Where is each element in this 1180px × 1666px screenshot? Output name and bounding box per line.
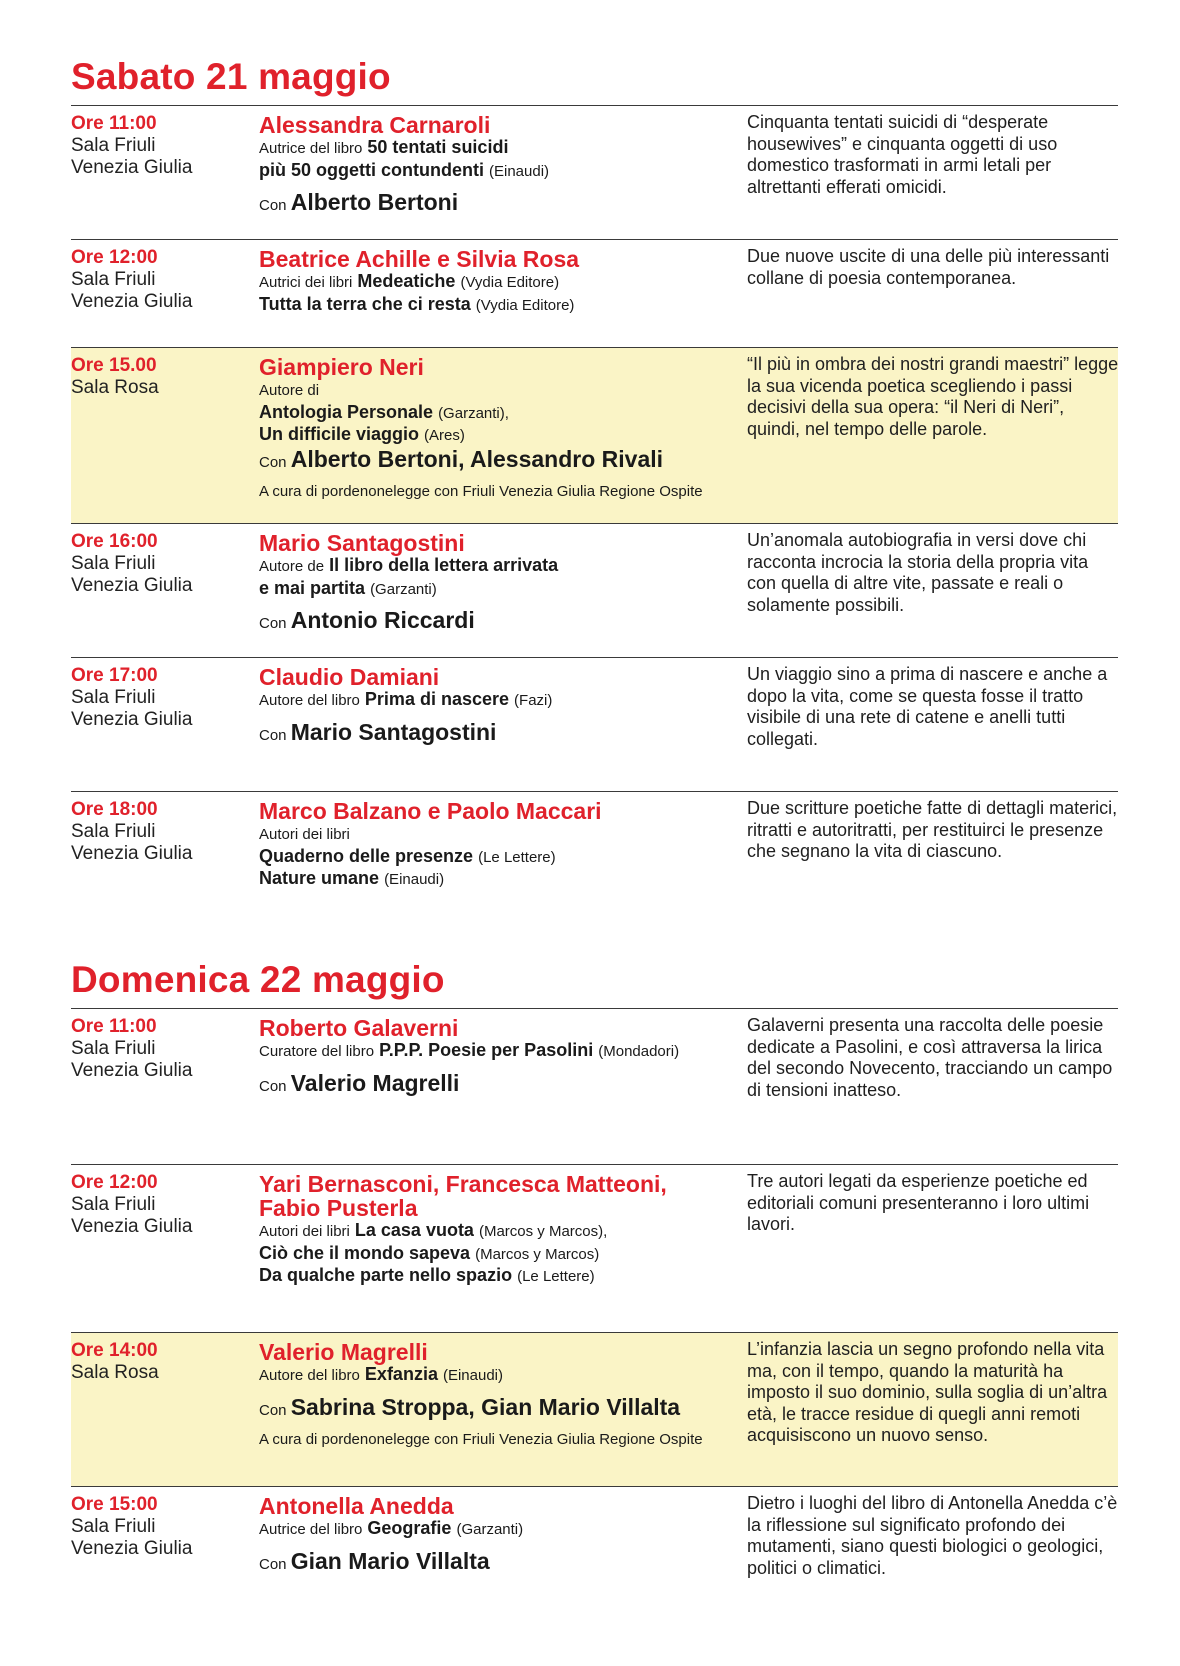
event-role: Autore di <box>259 382 320 399</box>
event-con-label: Con <box>259 1077 287 1095</box>
event-row <box>71 1164 1118 1332</box>
event-description: Un’anomala autobiografia in versi dove chi racconta incrocia la storia della propria vita con quella di altre vite, passate e reali o solamente possibili. <box>747 530 1089 615</box>
event-time-venue <box>71 1016 251 1082</box>
event-book-title: Medeatiche <box>357 271 456 291</box>
event-row <box>71 105 1118 239</box>
event-venue: Sala Friuli <box>71 821 156 842</box>
event-time-venue <box>71 799 251 865</box>
event-speaker: Beatrice Achille e Silvia Rosa <box>259 246 580 272</box>
event-guest-name: Sabrina Stroppa, Gian Mario Villalta <box>290 1393 681 1420</box>
event-guest-line <box>259 720 749 748</box>
event-main <box>259 1172 749 1288</box>
event-guest-line <box>259 608 749 636</box>
event-publisher: (Le Lettere) <box>478 848 556 866</box>
event-book-line <box>259 1220 749 1243</box>
event-time-venue <box>71 1494 251 1560</box>
event-guest-name: Gian Mario Villalta <box>290 1547 490 1574</box>
event-role: Autrici dei libri <box>259 274 353 291</box>
event-book-line <box>259 402 749 425</box>
event-publisher: (Vydia Editore) <box>460 274 560 291</box>
event-book-line <box>259 868 749 891</box>
event-con-label: Con <box>259 197 287 214</box>
event-speaker: Claudio Damiani <box>259 664 440 690</box>
event-row <box>71 791 1118 909</box>
event-row <box>71 1008 1118 1164</box>
event-speaker: Yari Bernasconi, Francesca Matteoni, <box>259 1171 667 1197</box>
event-main <box>259 665 749 748</box>
event-description: Galaverni presenta una raccolta delle poesie dedicate a Pasolini, e così attraversa la lirica del secondo Novecento, tracciando un campo di tensioni inatteso. <box>747 1015 1113 1100</box>
event-description: Un viaggio sino a prima di nascere e anche a dopo la vita, come se questa fosse il tratto visibile di una rete di catene e anelli tutti collegati. <box>747 664 1108 749</box>
event-book-title: La casa vuota <box>354 1220 474 1240</box>
event-venue: Venezia Giulia <box>71 157 193 178</box>
event-time-venue <box>71 247 251 313</box>
event-time: Ore 18:00 <box>71 799 158 820</box>
event-book-title: Il libro della lettera arrivata <box>329 555 559 575</box>
event-con-label: Con <box>259 453 287 471</box>
event-description: “Il più in ombra dei nostri grandi maestri” legge la sua vicenda poetica scegliendo i passi decisivi della sua opera: “il Neri di Neri”, quindi, nel tempo delle parole. <box>747 354 1119 439</box>
event-book-title: Nature umane <box>259 868 380 888</box>
event-book-title: Ciò che il mondo sapeva <box>259 1242 471 1263</box>
event-venue: Sala Rosa <box>71 1362 159 1383</box>
event-publisher: (Fazi) <box>514 692 553 709</box>
event-time: Ore 15:00 <box>71 1494 158 1515</box>
event-speaker: Marco Balzano e Paolo Maccari <box>259 798 602 824</box>
event-venue: Venezia Giulia <box>71 291 193 312</box>
event-row-highlighted <box>71 347 1118 523</box>
event-con-label: Con <box>259 1401 287 1419</box>
event-publisher: (Garzanti), <box>438 404 509 422</box>
event-speaker: Alessandra Carnaroli <box>259 112 491 138</box>
event-time-venue <box>71 355 251 399</box>
event-curated-by: A cura di pordenonelegge con Friuli Venezia Giulia Regione Ospite <box>259 482 703 500</box>
event-book-line <box>259 424 749 447</box>
event-venue: Sala Friuli <box>71 269 156 290</box>
event-role: Autore de <box>259 558 325 575</box>
event-time-venue <box>71 531 251 597</box>
event-book-title: 50 tentati suicidi <box>367 137 509 157</box>
event-venue: Sala Rosa <box>71 377 159 398</box>
event-book-line <box>259 1265 749 1288</box>
event-main <box>259 1340 749 1449</box>
event-publisher: (Marcos y Marcos) <box>475 1245 600 1263</box>
event-venue: Sala Friuli <box>71 1194 156 1215</box>
event-speaker: Antonella Anedda <box>259 1493 454 1519</box>
event-time-venue <box>71 113 251 179</box>
event-con-label: Con <box>259 615 287 632</box>
program-page <box>71 58 1118 1586</box>
event-book-title: e mai partita <box>259 577 366 598</box>
event-book-title: Antologia Personale <box>259 401 434 422</box>
event-curated-by: A cura di pordenonelegge con Friuli Venezia Giulia Regione Ospite <box>259 1430 703 1448</box>
event-book-line <box>259 1243 749 1266</box>
event-venue: Venezia Giulia <box>71 575 193 596</box>
event-main <box>259 799 749 891</box>
event-time-venue <box>71 1172 251 1238</box>
event-publisher: (Ares) <box>424 427 465 444</box>
event-book-title: Un difficile viaggio <box>259 424 420 444</box>
event-publisher: (Garzanti) <box>456 1521 524 1538</box>
event-main <box>259 531 749 636</box>
event-row <box>71 239 1118 347</box>
event-venue: Sala Friuli <box>71 1038 156 1059</box>
day-title-sunday: Domenica 22 maggio <box>71 959 445 1000</box>
event-guest-line <box>259 1395 749 1423</box>
event-description: L’infanzia lascia un segno profondo nella vita ma, con il tempo, quando la maturità ha imposto il suo dominio, sulla soglia di un’altra età, le tracce residue di quegli anni remoti acquisiscono un nuovo senso. <box>747 1339 1108 1445</box>
event-time: Ore 14:00 <box>71 1340 158 1361</box>
event-main <box>259 1494 749 1577</box>
event-speaker: Roberto Galaverni <box>259 1015 459 1041</box>
event-venue: Venezia Giulia <box>71 1216 193 1237</box>
event-role: Curatore del libro <box>259 1043 375 1060</box>
event-time-venue <box>71 1340 251 1384</box>
event-description: Cinquanta tentati suicidi di “desperate housewives” e cinquanta oggetti di uso domestico trasformati in armi letali per altrettanti efferati omicidi. <box>747 112 1058 197</box>
event-time: Ore 11:00 <box>71 1016 157 1037</box>
event-con-label: Con <box>259 726 287 744</box>
event-book-title: Quaderno delle presenze <box>259 845 474 866</box>
event-time-venue <box>71 665 251 731</box>
event-description: Dietro i luoghi del libro di Antonella Anedda c’è la riflessione sul significato profondo dei mutamenti, siano questi biologici o geologici, politici o climatici. <box>747 1493 1118 1578</box>
event-time: Ore 12:00 <box>71 247 158 268</box>
event-book-line <box>259 271 749 294</box>
event-speaker: Fabio Pusterla <box>259 1195 418 1221</box>
event-row <box>71 657 1118 791</box>
event-publisher: (Einaudi) <box>384 871 445 888</box>
event-book-line <box>259 689 749 712</box>
event-book-line <box>259 137 749 160</box>
event-book-line <box>259 294 749 317</box>
event-book-line <box>259 1518 749 1541</box>
event-book-line <box>259 555 749 578</box>
event-description: Due scritture poetiche fatte di dettagli materici, ritratti e autoritratti, per restituirci le presenze che segnano la vita di ciascuno. <box>747 798 1118 861</box>
event-book-line <box>259 578 749 601</box>
event-publisher: (Einaudi) <box>442 1367 503 1384</box>
event-book-title: Da qualche parte nello spazio <box>259 1265 513 1285</box>
event-book-title: Prima di nascere <box>364 689 510 709</box>
event-publisher: (Mondadori) <box>598 1043 680 1060</box>
event-venue: Sala Friuli <box>71 553 156 574</box>
event-role: Autore del libro <box>259 692 360 709</box>
event-guest-line <box>259 1549 749 1577</box>
event-main <box>259 1016 749 1099</box>
event-main <box>259 247 749 316</box>
event-book-line <box>259 1364 749 1387</box>
event-publisher: (Marcos y Marcos), <box>478 1223 608 1240</box>
event-description: Due nuove uscite di una delle più interessanti collane di poesia contemporanea. <box>747 246 1110 288</box>
event-guest-name: Valerio Magrelli <box>290 1069 460 1096</box>
event-con-label: Con <box>259 1555 287 1573</box>
event-venue: Venezia Giulia <box>71 1538 193 1559</box>
event-guest-name: Mario Santagostini <box>290 718 497 745</box>
event-publisher: (Le Lettere) <box>517 1268 595 1285</box>
event-venue: Sala Friuli <box>71 687 156 708</box>
event-role: Autori dei libri <box>259 1223 350 1240</box>
event-role: Autore del libro <box>259 1367 360 1384</box>
event-guest-name: Alberto Bertoni, Alessandro Rivali <box>290 445 664 472</box>
event-time: Ore 15.00 <box>71 355 157 376</box>
day-title-saturday: Sabato 21 maggio <box>71 56 391 97</box>
event-description: Tre autori legati da esperienze poetiche ed editoriali comuni presenteranno i loro ultimi lavori. <box>747 1171 1090 1234</box>
event-venue: Sala Friuli <box>71 1516 156 1537</box>
event-guest-name: Alberto Bertoni <box>290 189 459 215</box>
event-book-title: Tutta la terra che ci resta <box>259 293 471 314</box>
event-time: Ore 16:00 <box>71 531 158 552</box>
event-guest-line <box>259 447 749 475</box>
event-venue: Sala Friuli <box>71 135 156 156</box>
event-book-line <box>259 846 749 869</box>
event-guest-line <box>259 190 749 218</box>
event-speaker: Giampiero Neri <box>259 354 424 380</box>
event-venue: Venezia Giulia <box>71 1060 193 1081</box>
event-guest-line <box>259 1071 749 1099</box>
event-book-title: più 50 oggetti contundenti <box>259 159 484 180</box>
event-row <box>71 523 1118 657</box>
event-publisher: (Garzanti) <box>370 580 437 598</box>
event-main <box>259 355 749 501</box>
event-venue: Venezia Giulia <box>71 709 193 730</box>
event-time: Ore 17:00 <box>71 665 158 686</box>
event-book-title: Exfanzia <box>364 1364 438 1384</box>
event-book-line <box>259 160 749 183</box>
event-book-title: P.P.P. Poesie per Pasolini <box>379 1040 594 1060</box>
event-book-line <box>259 379 749 402</box>
event-publisher: (Vydia Editore) <box>475 296 575 314</box>
event-publisher: (Einaudi) <box>489 162 550 180</box>
event-role: Autrice del libro <box>259 1521 363 1538</box>
event-speaker: Valerio Magrelli <box>259 1339 428 1365</box>
event-row <box>71 1486 1118 1586</box>
event-role: Autori dei libri <box>259 826 350 843</box>
event-row-highlighted <box>71 1332 1118 1486</box>
event-book-line <box>259 823 749 846</box>
event-role: Autrice del libro <box>259 140 363 157</box>
event-speaker: Mario Santagostini <box>259 530 465 556</box>
event-book-line <box>259 1040 749 1063</box>
event-guest-name: Antonio Riccardi <box>290 607 475 633</box>
event-venue: Venezia Giulia <box>71 843 193 864</box>
event-main <box>259 113 749 218</box>
event-time: Ore 11:00 <box>71 113 157 134</box>
event-time: Ore 12:00 <box>71 1172 158 1193</box>
event-book-title: Geografie <box>367 1518 452 1538</box>
